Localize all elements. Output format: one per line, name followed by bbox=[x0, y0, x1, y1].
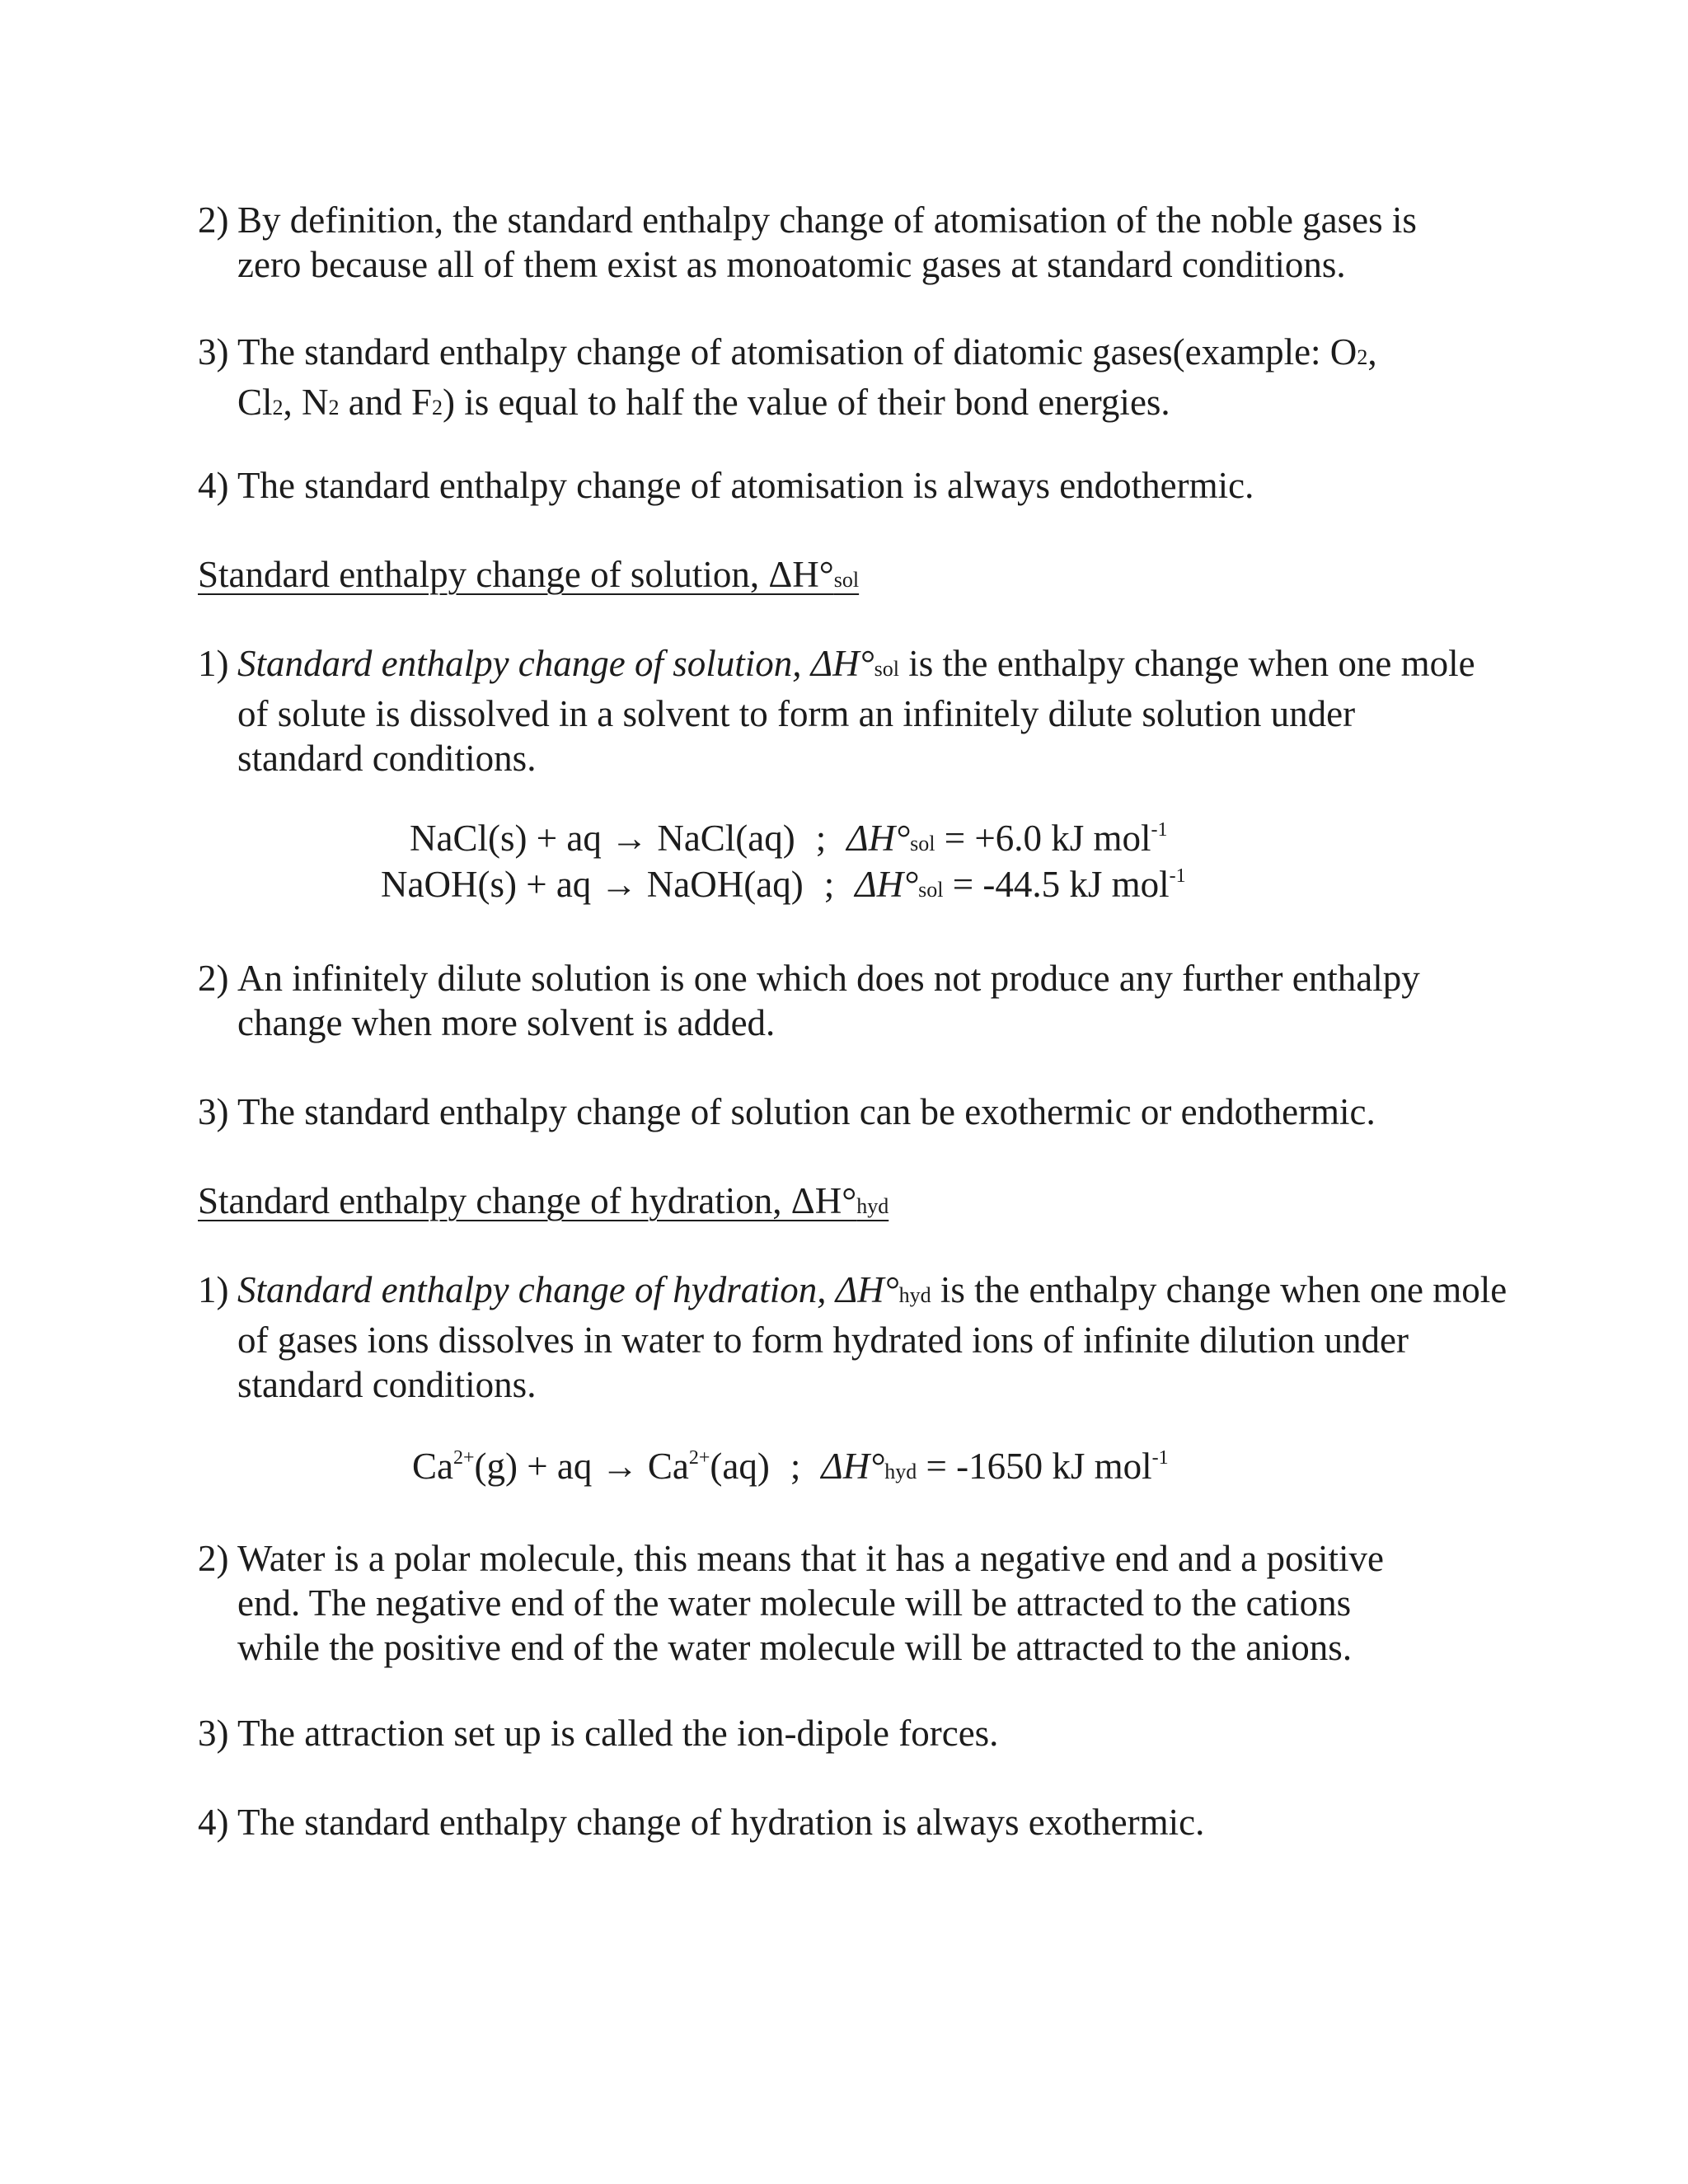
solution-point-3 bbox=[198, 1090, 1500, 1134]
subscript: hyd bbox=[856, 1194, 889, 1218]
equation-separator: ; bbox=[790, 1446, 801, 1487]
equation-calcium-hydration bbox=[412, 1444, 1169, 1494]
text-run: Ca bbox=[412, 1446, 453, 1487]
point-text-line: standard conditions. bbox=[237, 738, 537, 779]
point-text-line bbox=[198, 380, 1500, 430]
heading-text: Standard enthalpy change of hydration, ΔH° bbox=[198, 1180, 857, 1221]
delta-h-symbol: ΔH° bbox=[855, 864, 919, 905]
point-text-line: An infinitely dilute solution is one which does not produce any further enthalpy bbox=[237, 958, 1420, 999]
text-run: , N bbox=[283, 382, 329, 423]
point-number: 2) bbox=[198, 199, 229, 241]
text-run: , bbox=[1367, 331, 1377, 373]
section-heading-hydration bbox=[198, 1179, 889, 1229]
delta-h-symbol: ΔH° bbox=[821, 1446, 885, 1487]
delta-h-symbol: ΔH° bbox=[846, 818, 911, 859]
subscript: sol bbox=[874, 657, 900, 681]
equation-lhs: NaCl(s) + aq → NaCl(aq) bbox=[410, 818, 795, 859]
point-number: 4) bbox=[198, 465, 229, 506]
text-run: ) is equal to half the value of their bond energies. bbox=[443, 382, 1170, 423]
superscript: 2+ bbox=[688, 1447, 710, 1469]
point-text-line: By definition, the standard enthalpy change of atomisation of the noble gases is bbox=[237, 199, 1417, 241]
text-run: is the enthalpy change when one mole bbox=[931, 1269, 1507, 1310]
text-run: The standard enthalpy change of atomisation of diatomic gases(example: O bbox=[237, 331, 1357, 373]
point-text-line: of gases ions dissolves in water to form hydrated ions of infinite dilution under bbox=[237, 1319, 1409, 1361]
point-text-line: standard conditions. bbox=[237, 1364, 537, 1405]
equation-value: = -1650 kJ mol bbox=[917, 1446, 1152, 1487]
superscript: -1 bbox=[1151, 819, 1168, 841]
text-run: (aq) bbox=[710, 1446, 770, 1487]
point-number: 2) bbox=[198, 1538, 229, 1579]
point-number: 3) bbox=[198, 1713, 229, 1754]
point-number: 1) bbox=[198, 1269, 229, 1310]
point-text-line: The standard enthalpy change of hydration is always exothermic. bbox=[237, 1802, 1205, 1843]
point-text-line: Water is a polar molecule, this means that it has a negative end and a positive bbox=[237, 1538, 1384, 1579]
hydration-point-4 bbox=[198, 1800, 1500, 1844]
text-run: and F bbox=[339, 382, 433, 423]
point-text-line: The standard enthalpy change of atomisation is always endothermic. bbox=[237, 465, 1254, 506]
point-number: 4) bbox=[198, 1802, 229, 1843]
text-run: (g) + aq → Ca bbox=[474, 1446, 689, 1487]
equation-separator: ; bbox=[815, 818, 827, 859]
point-text-line: while the positive end of the water molecule will be attracted to the anions. bbox=[237, 1627, 1353, 1668]
equation-value: = -44.5 kJ mol bbox=[943, 864, 1170, 905]
superscript: 2+ bbox=[453, 1447, 475, 1469]
subscript: 2 bbox=[272, 396, 284, 419]
section-heading-solution bbox=[198, 552, 859, 602]
text-run: is the enthalpy change when one mole bbox=[899, 643, 1475, 684]
subscript: 2 bbox=[1357, 345, 1368, 369]
subscript: sol bbox=[833, 568, 860, 592]
point-text-line: zero because all of them exist as monoatomic gases at standard conditions. bbox=[237, 244, 1346, 285]
hydration-point-1 bbox=[198, 1268, 1507, 1407]
atomisation-point-3 bbox=[198, 330, 1500, 430]
superscript: -1 bbox=[1151, 1447, 1169, 1469]
equation-naoh bbox=[381, 862, 1186, 912]
point-number: 1) bbox=[198, 643, 229, 684]
point-number: 3) bbox=[198, 331, 229, 373]
point-number: 3) bbox=[198, 1091, 229, 1132]
equation-separator: ; bbox=[823, 864, 835, 905]
point-text-line bbox=[198, 1268, 1507, 1318]
subscript: 2 bbox=[432, 396, 443, 419]
point-text-line: change when more solvent is added. bbox=[237, 1002, 776, 1043]
subscript: 2 bbox=[328, 396, 340, 419]
atomisation-point-2 bbox=[198, 198, 1500, 287]
point-text-line bbox=[198, 641, 1500, 691]
defined-term: Standard enthalpy change of solution, ΔH° bbox=[237, 643, 874, 684]
point-text-line: The attraction set up is called the ion-dipole forces. bbox=[237, 1713, 999, 1754]
hydration-point-3 bbox=[198, 1711, 1500, 1755]
subscript: sol bbox=[910, 832, 935, 855]
point-text-line: The standard enthalpy change of solution can be exothermic or endothermic. bbox=[237, 1091, 1376, 1132]
text-run: Cl bbox=[237, 382, 273, 423]
atomisation-point-4 bbox=[198, 463, 1500, 508]
solution-point-2 bbox=[198, 956, 1500, 1045]
point-text-line bbox=[198, 330, 1500, 380]
subscript: sol bbox=[918, 878, 944, 902]
subscript: hyd bbox=[898, 1283, 931, 1307]
equation-nacl bbox=[410, 816, 1168, 866]
subscript: hyd bbox=[884, 1460, 917, 1483]
defined-term: Standard enthalpy change of hydration, ΔH° bbox=[237, 1269, 899, 1310]
hydration-point-2 bbox=[198, 1536, 1500, 1670]
superscript: -1 bbox=[1169, 865, 1186, 887]
point-text-line: of solute is dissolved in a solvent to form an infinitely dilute solution under bbox=[237, 693, 1356, 734]
heading-text: Standard enthalpy change of solution, ΔH° bbox=[198, 554, 834, 595]
solution-point-1 bbox=[198, 641, 1500, 780]
equation-value: = +6.0 kJ mol bbox=[935, 818, 1151, 859]
equation-lhs: NaOH(s) + aq → NaOH(aq) bbox=[381, 864, 804, 905]
point-text-line: end. The negative end of the water molecule will be attracted to the cations bbox=[237, 1582, 1352, 1624]
point-number: 2) bbox=[198, 958, 229, 999]
